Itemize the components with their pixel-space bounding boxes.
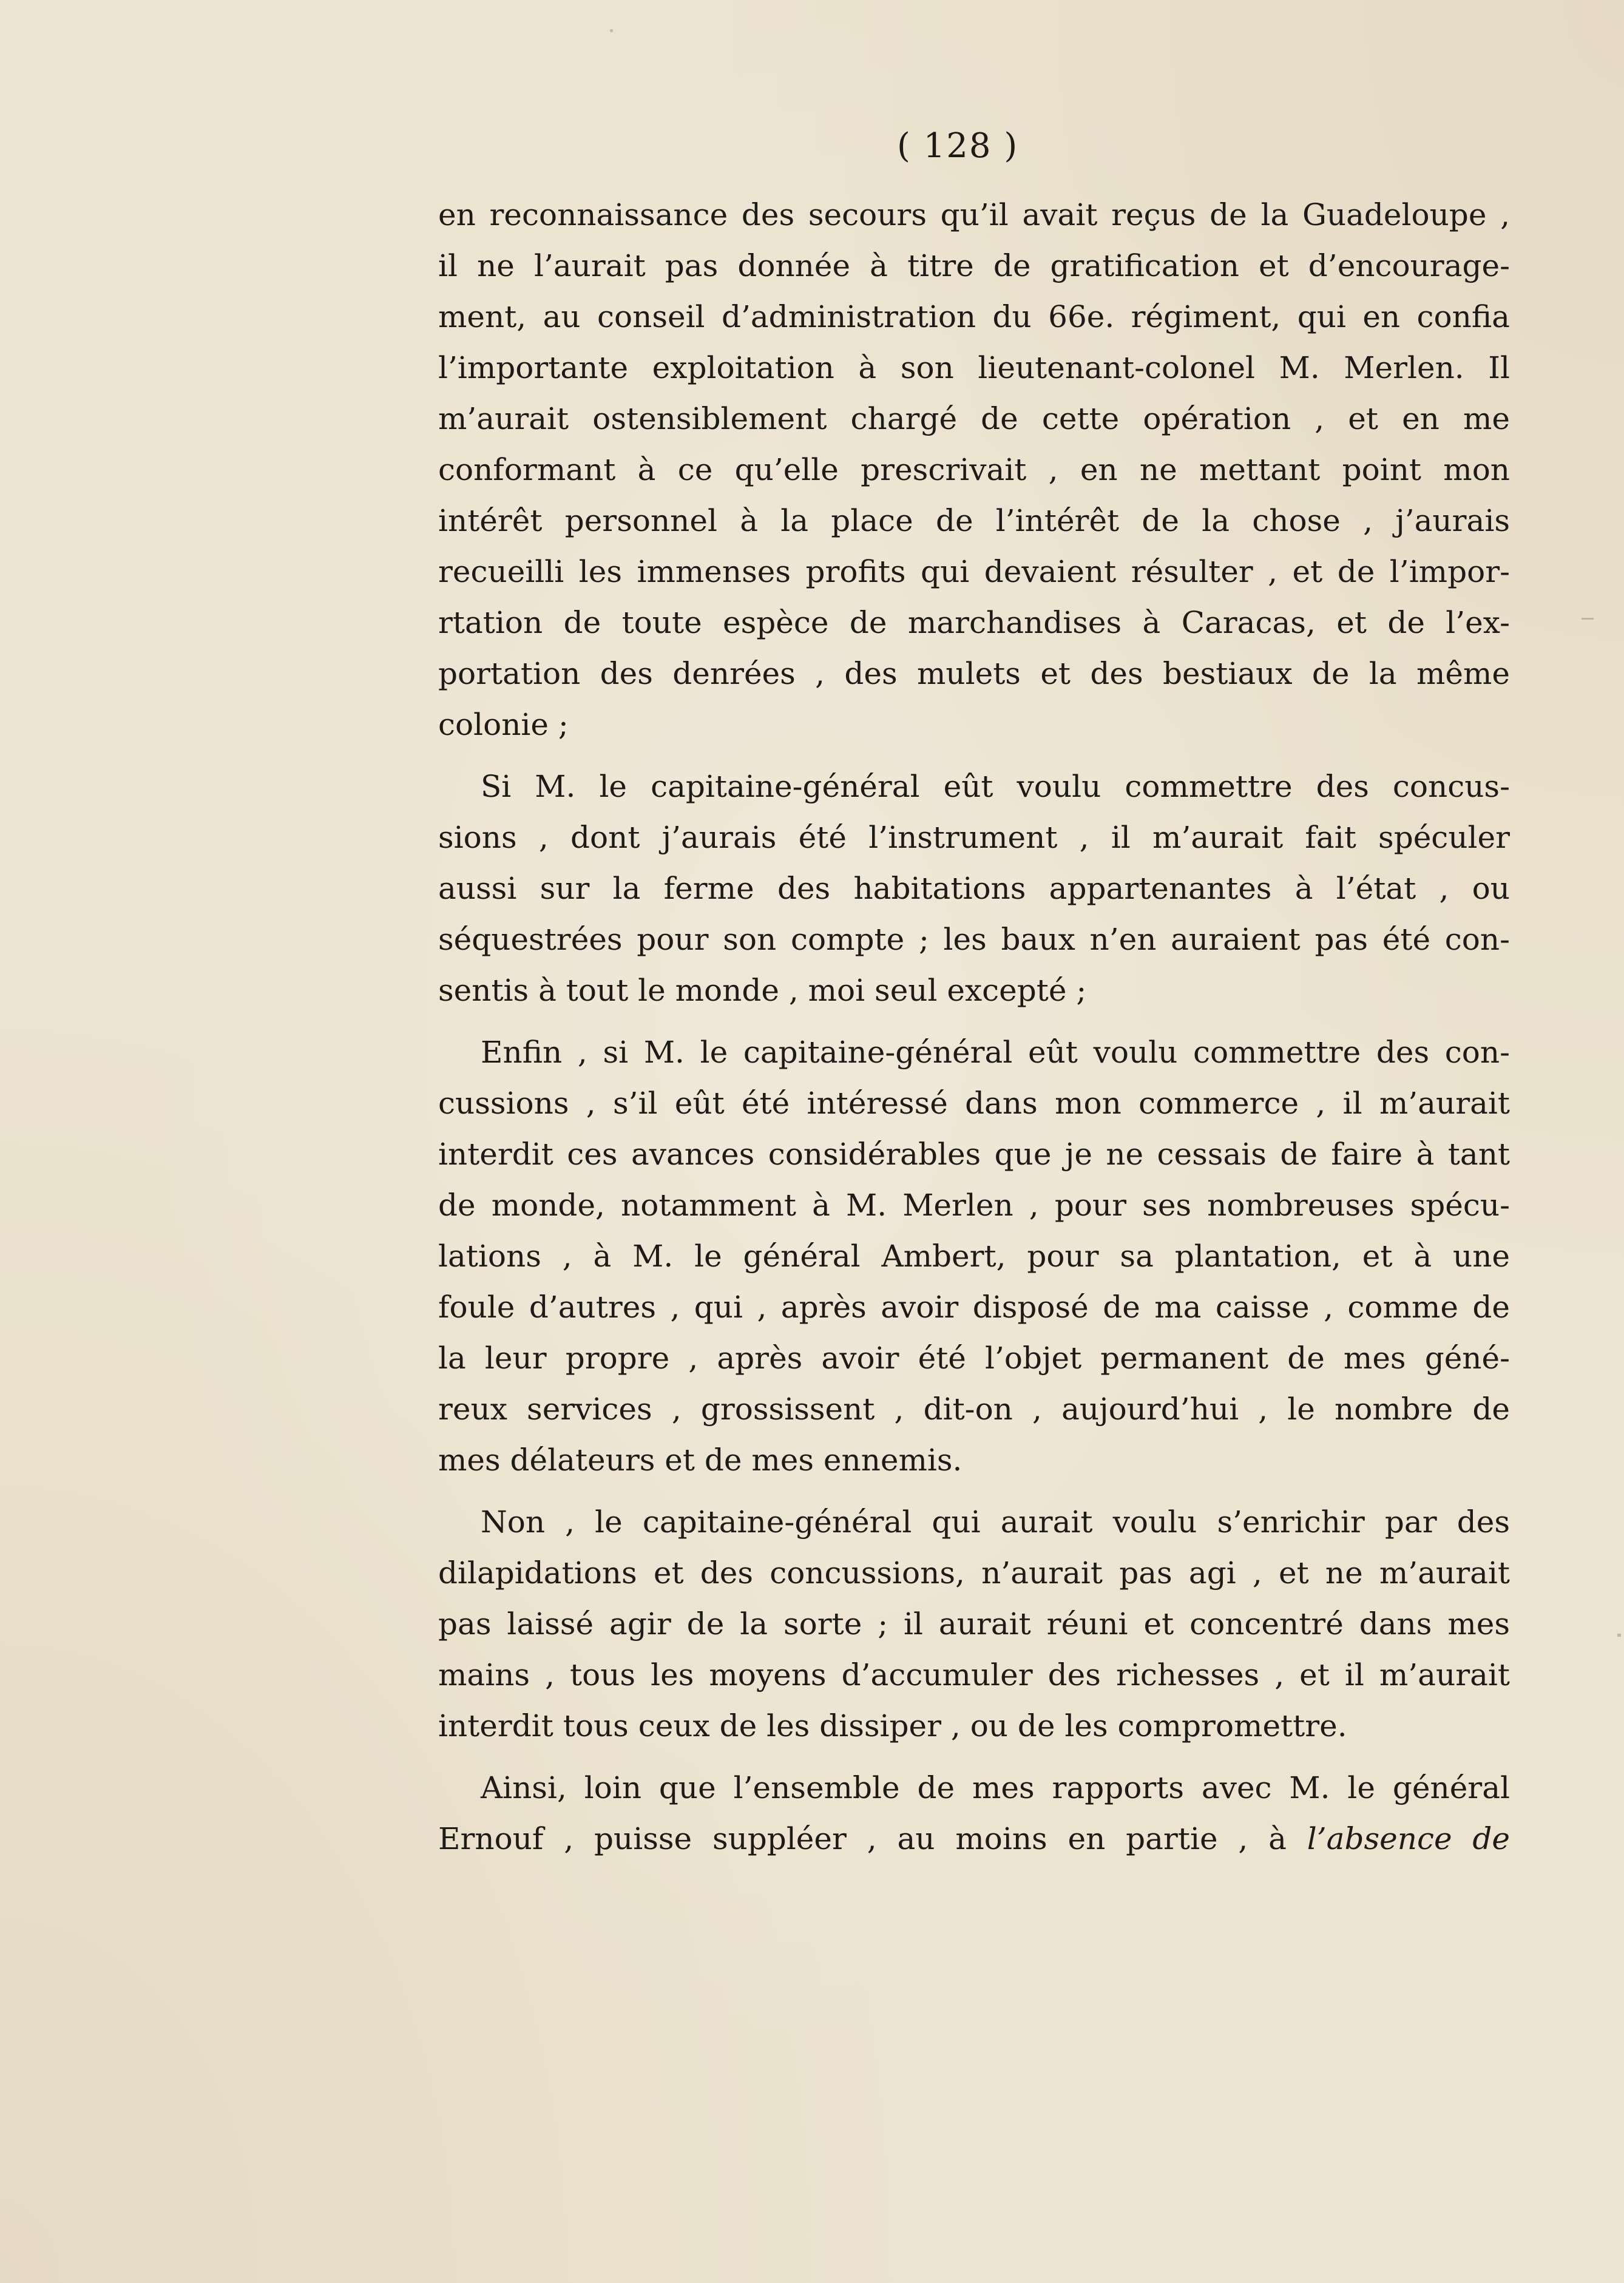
text-line: rtation de toute espèce de marchandises à Caracas, et de l’ex- <box>438 605 1510 640</box>
text-line: Enfin , si M. le capitaine-général eût voulu commettre des con- <box>481 1035 1510 1070</box>
margin-mark <box>610 29 613 32</box>
text-line: foule d’autres , qui , après avoir disposé de ma caisse , comme de <box>438 1290 1510 1325</box>
page-number: ( 128 ) <box>897 126 1019 166</box>
text-line: Non , le capitaine-général qui aurait voulu s’enrichir par des <box>481 1504 1510 1540</box>
text-line: mes délateurs et de mes ennemis. <box>438 1443 963 1478</box>
text-line: m’aurait ostensiblement chargé de cette opération , et en me <box>438 401 1510 436</box>
text-line: colonie ; <box>438 707 569 742</box>
text-line: dilapidations et des concussions, n’aurait pas agi , et ne m’aurait <box>438 1555 1510 1591</box>
text-line: l’importante exploitation à son lieutenant-colonel M. Merlen. Il <box>438 350 1510 385</box>
text-line: recueilli les immenses profits qui devaient résulter , et de l’impor- <box>438 554 1510 589</box>
body-text <box>438 189 1510 1864</box>
text-line <box>438 1813 1510 1864</box>
text-line: sentis à tout le monde , moi seul excepté ; <box>438 973 1087 1008</box>
text-line: la leur propre , après avoir été l’objet permanent de mes géné- <box>438 1341 1510 1376</box>
text-line: interdit tous ceux de les dissiper , ou de les compromettre. <box>438 1708 1347 1744</box>
margin-mark <box>1582 618 1594 620</box>
text-line: portation des denrées , des mulets et des bestiaux de la même <box>438 656 1510 691</box>
text-line: conformant à ce qu’elle prescrivait , en ne mettant point mon <box>438 452 1510 487</box>
text-line: Si M. le capitaine-général eût voulu commettre des concus- <box>481 769 1510 804</box>
text-line: intérêt personnel à la place de l’intérêt de la chose , j’aurais <box>438 503 1510 538</box>
text-line: ment, au conseil d’administration du 66e. régiment, qui en confia <box>438 299 1510 334</box>
text-line: lations , à M. le général Ambert, pour sa plantation, et à une <box>438 1239 1510 1274</box>
text-line: aussi sur la ferme des habitations appartenantes à l’état , ou <box>438 871 1510 906</box>
text-line: séquestrées pour son compte ; les baux n’en auraient pas été con- <box>438 922 1510 957</box>
text-line: sions , dont j’aurais été l’instrument , il m’aurait fait spéculer <box>438 820 1510 855</box>
margin-mark <box>1617 1634 1621 1637</box>
text-line: reux services , grossissent , dit-on , aujourd’hui , le nombre de <box>438 1392 1510 1427</box>
italic-text: l’absence de <box>1307 1821 1510 1856</box>
text-line: pas laissé agir de la sorte ; il aurait réuni et concentré dans mes <box>438 1606 1510 1642</box>
text-line: cussions , s’il eût été intéressé dans mon commerce , il m’aurait <box>438 1086 1510 1121</box>
text-line-prefix: Ernouf , puisse suppléer , au moins en partie , à <box>438 1821 1307 1856</box>
text-line: de monde, notamment à M. Merlen , pour ses nombreuses spécu- <box>438 1188 1510 1223</box>
text-line: Ainsi, loin que l’ensemble de mes rapports avec M. le général <box>481 1770 1510 1805</box>
text-line: il ne l’aurait pas donnée à titre de gratification et d’encourage- <box>438 248 1510 283</box>
text-line: mains , tous les moyens d’accumuler des richesses , et il m’aurait <box>438 1657 1510 1693</box>
text-line: en reconnaissance des secours qu’il avait reçus de la Guadeloupe , <box>438 197 1510 232</box>
text-line: interdit ces avances considérables que je ne cessais de faire à tant <box>438 1137 1510 1172</box>
